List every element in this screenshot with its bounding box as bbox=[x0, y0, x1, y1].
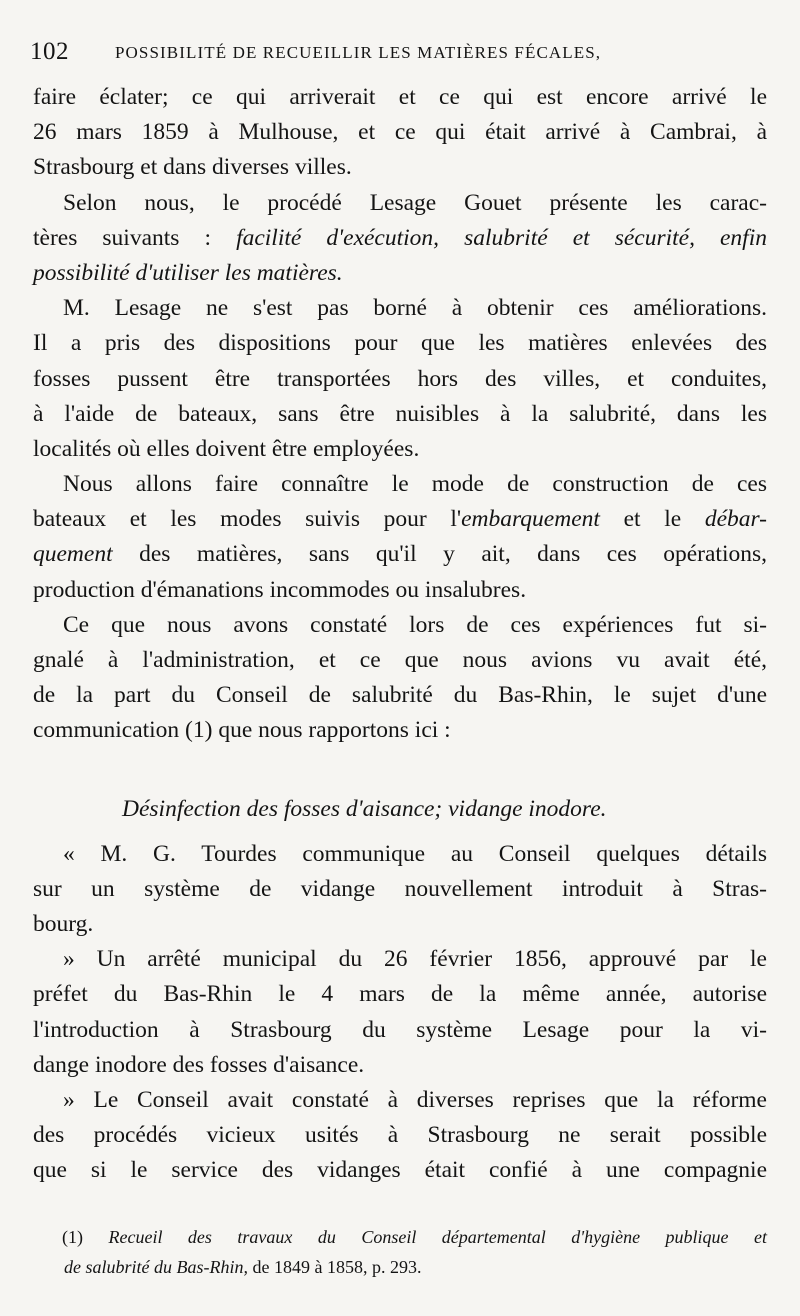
italic-word: embarquement bbox=[461, 506, 600, 533]
text-fragment: bateaux et les modes suivis pour l' bbox=[33, 506, 462, 533]
section-spacer bbox=[33, 830, 767, 837]
section-spacer bbox=[33, 749, 767, 792]
page-header bbox=[30, 36, 770, 70]
text-fragment: tères suivants : bbox=[33, 224, 212, 251]
text-line: M. Lesage ne s'est pas borné à obtenir ces améliorations. bbox=[63, 295, 767, 322]
text-line: Strasbourg et dans diverses villes. bbox=[33, 154, 352, 181]
text-line: sur un système de vidange nouvellement introduit à Stras- bbox=[33, 875, 767, 902]
text-line: 26 mars 1859 à Mulhouse, et ce qui était arrivé à Cambrai, à bbox=[33, 119, 767, 146]
text-line: production d'émanations incommodes ou insalubres. bbox=[33, 576, 527, 603]
footnote bbox=[62, 1222, 767, 1282]
footnote-line bbox=[64, 1252, 769, 1282]
text-line bbox=[33, 502, 767, 537]
text-line: localités où elles doivent être employées. bbox=[33, 435, 420, 462]
text-line: à l'aide de bateaux, sans être nuisibles à la salubrité, dans les bbox=[33, 400, 767, 427]
text-line: faire éclater; ce qui arriverait et ce qui est encore arrivé le bbox=[33, 84, 767, 110]
text-line: fosses pussent être transportées hors des villes, et conduites, bbox=[33, 365, 767, 392]
text-line: des procédés vicieux usités à Strasbourg ne serait possible bbox=[33, 1122, 767, 1149]
text-line: » Le Conseil avait constaté à diverses reprises que la réforme bbox=[63, 1086, 767, 1113]
text-line: » Un arrêté municipal du 26 février 1856, approuvé par le bbox=[63, 946, 767, 973]
text-line: préfet du Bas-Rhin le 4 mars de la même année, autorise bbox=[33, 981, 767, 1008]
italic-word: quement bbox=[33, 541, 113, 568]
footnote-marker: (1) bbox=[62, 1227, 83, 1247]
text-line: Ce que nous avons constaté lors de ces expériences fut si- bbox=[63, 611, 767, 638]
footnote-citation: de salubrité du Bas-Rhin, bbox=[64, 1257, 248, 1277]
text-line: dange inodore des fosses d'aisance. bbox=[33, 1051, 365, 1078]
text-line: communication (1) que nous rapportons ici : bbox=[33, 717, 451, 744]
footnote-range: de 1849 à 1858, p. 293. bbox=[247, 1257, 422, 1277]
text-line: l'introduction à Strasbourg du système Lesage pour la vi- bbox=[33, 1016, 767, 1043]
footnote-line bbox=[62, 1222, 767, 1252]
body-text bbox=[33, 80, 767, 1188]
text-line: bourg. bbox=[33, 910, 94, 937]
footnote-citation: Recueil des travaux du Conseil départemental d'hygiène publique et bbox=[108, 1227, 767, 1247]
text-line: que si le service des vidanges était confié à une compagnie bbox=[33, 1157, 767, 1184]
running-head: POSSIBILITÉ DE RECUEILLIR LES MATIÈRES FÉCALES, bbox=[115, 43, 602, 62]
page-number: 102 bbox=[30, 38, 69, 65]
italic-phrase: facilité d'exécution, salubrité et sécurité, enfin bbox=[236, 224, 767, 251]
text-fragment: des matières, sans qu'il y ait, dans ces opérations, bbox=[112, 541, 767, 568]
italic-word: débar- bbox=[704, 506, 767, 533]
section-heading: Désinfection des fosses d'aisance; vidange inodore. bbox=[122, 795, 607, 822]
text-line bbox=[33, 221, 767, 256]
text-line: de la part du Conseil de salubrité du Bas-Rhin, le sujet d'une bbox=[33, 682, 767, 709]
text-line: gnalé à l'administration, et ce que nous avions vu avait été, bbox=[33, 647, 767, 673]
text-line: Selon nous, le procédé Lesage Gouet présente les carac- bbox=[63, 189, 767, 216]
text-line: « M. G. Tourdes communique au Conseil quelques détails bbox=[63, 840, 767, 867]
text-fragment: et le bbox=[599, 506, 705, 533]
text-line: possibilité d'utiliser les matières. bbox=[33, 259, 343, 286]
text-line bbox=[33, 537, 767, 572]
text-line: Nous allons faire connaître le mode de construction de ces bbox=[63, 471, 767, 498]
text-line: Il a pris des dispositions pour que les matières enlevées des bbox=[33, 330, 767, 357]
